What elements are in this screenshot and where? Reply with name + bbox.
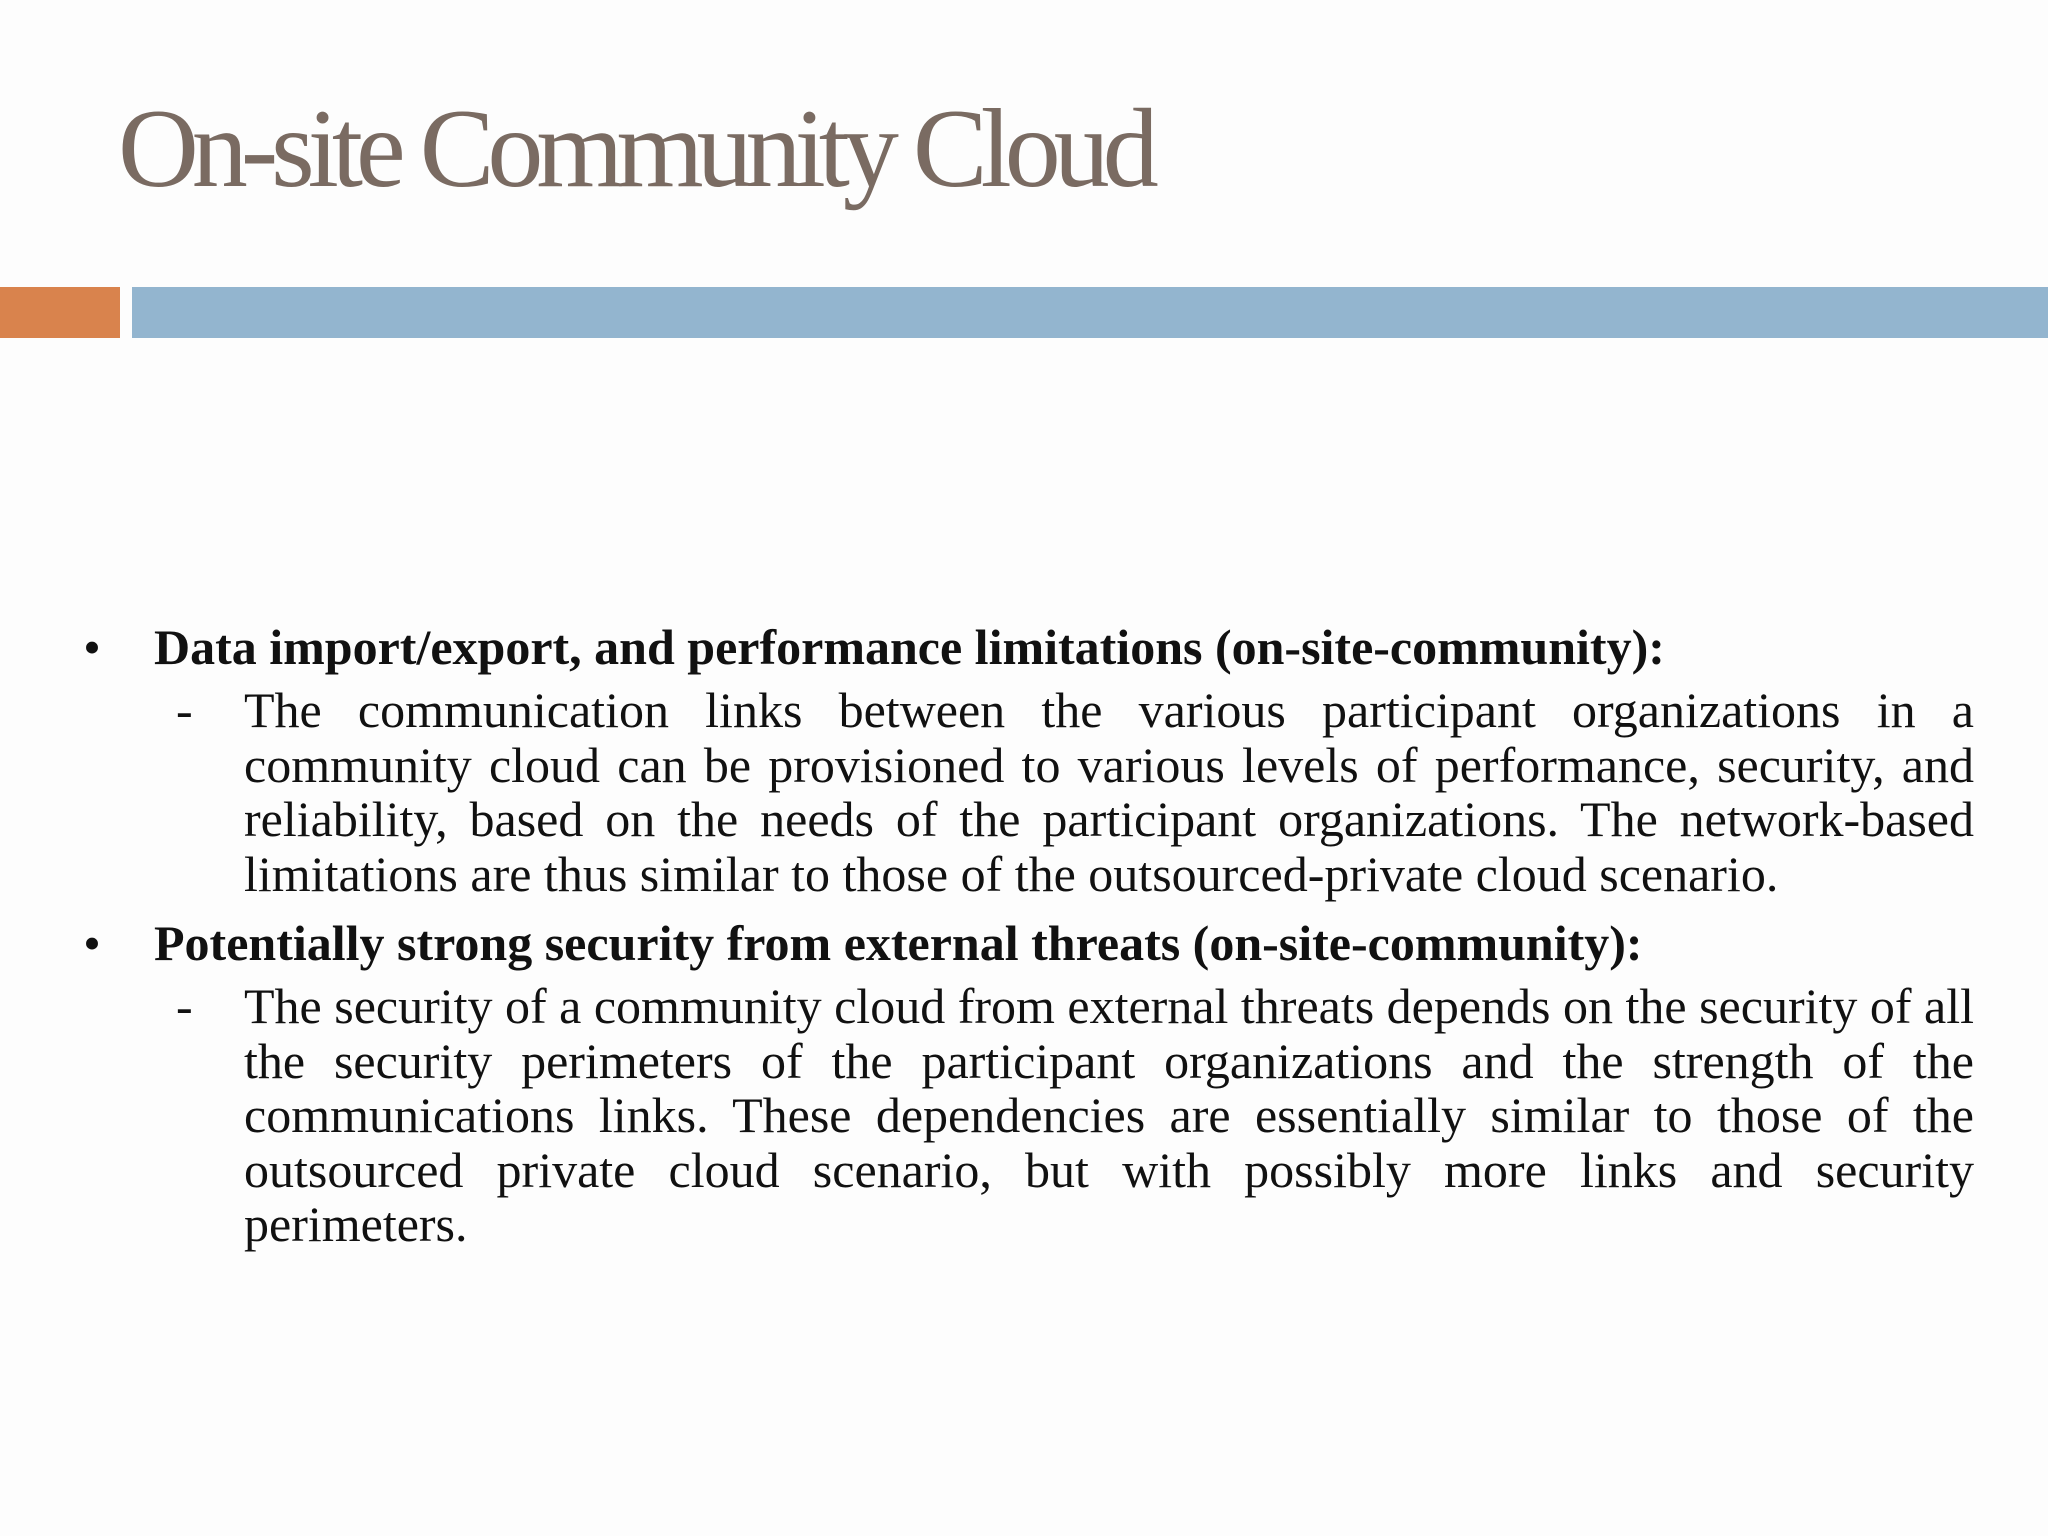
bullet-marker: •	[83, 619, 101, 675]
slide-title: On-site Community Cloud	[118, 87, 1152, 211]
bullet-heading	[72, 615, 1974, 679]
accent-bar-orange	[0, 287, 120, 338]
bullet-heading-text: Data import/export, and performance limitations (on-site-community):	[154, 619, 1665, 675]
bullet-detail	[72, 979, 1974, 1252]
bullet-detail	[72, 683, 1974, 901]
bullet-detail-text: The communication links between the various participant organizations in a community cloud can be provisioned to various levels of performance, security, and reliability, based on the needs of the participant organizations. The network-based limitations are thus similar to those of the outsourced-private cloud scenario.	[244, 682, 1974, 902]
dash-marker: -	[176, 978, 193, 1034]
accent-bar-blue	[132, 287, 2048, 338]
slide-content	[72, 615, 1974, 1262]
bullet-marker: •	[83, 915, 101, 971]
bullet-detail-text: The security of a community cloud from external threats depends on the security of all the security perimeters of the participant organizations and the strength of the communications links. These dependencies are essentially similar to those of the outsourced private cloud scenario, but with possibly more links and security perimeters.	[244, 978, 1975, 1252]
bullet-heading	[72, 911, 1974, 975]
bullet-heading-text: Potentially strong security from external threats (on-site-community):	[154, 915, 1643, 971]
dash-marker: -	[176, 682, 193, 738]
